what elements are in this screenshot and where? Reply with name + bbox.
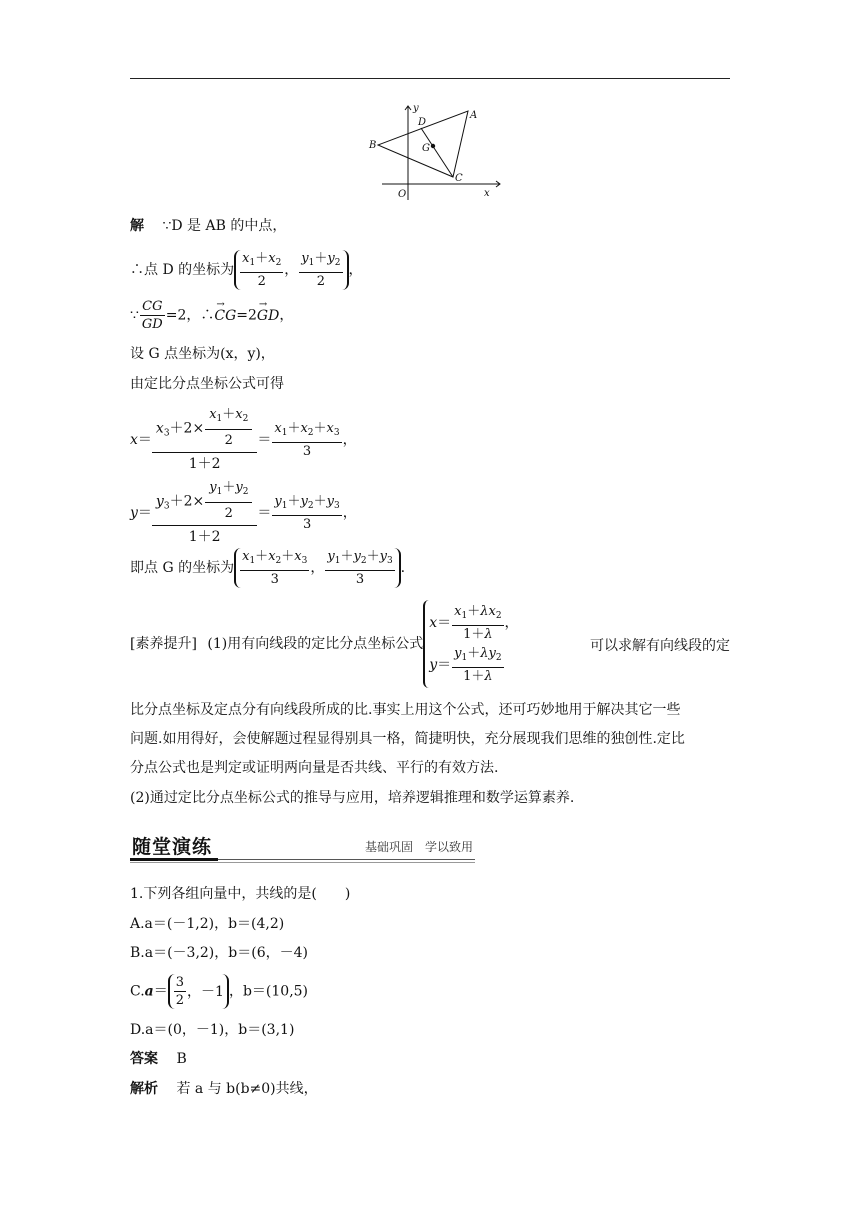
analysis-line <box>130 1079 318 1099</box>
solution-line-8: 即点 G 的坐标为 $\frac{x_1+x_2+x_3}{3}$ ， $\frac{y_1+y_2+y_3}{3}$ . <box>130 549 406 587</box>
label-x: x <box>484 188 490 199</box>
label-a: A <box>470 110 478 121</box>
section-banner <box>130 832 475 860</box>
analysis-text: 若 a 与 b(b≠0)共线， <box>176 1081 318 1097</box>
formula-system: x＝ $\frac{x_1+\lambda x_2}{1+\lambda}$ ， y＝ $\frac{y_1+\lambda y_2}{1+\lambda}$ <box>423 600 518 688</box>
insight-line-1: [素养提升] (1)用有向线段的定比分点坐标公式 x＝ $\frac{x_1+\lambda x_2}{1+\lambda}$ ， y＝ $\frac{y_1+\lambda y_2}{1+\lambda}$ 可以求解有向线段的定 <box>130 600 730 688</box>
insight-line-4: 分点公式也是判定或证明两向量是否共线、平行的有效方法. <box>130 760 499 776</box>
triangle-figure <box>360 98 510 206</box>
option-c: C.a＝ $\frac{3}{2}$ ，－1 ，b＝(10,5) <box>130 975 309 1008</box>
solution-text-5: 由定比分点坐标公式可得 <box>130 376 284 392</box>
solution-line-1 <box>130 216 286 236</box>
question-stem: 1.下列各组向量中，共线的是( ) <box>130 886 351 902</box>
label-y: y <box>413 103 419 114</box>
insight-tag: [素养提升] <box>130 636 197 652</box>
insight-line-2: 比分点坐标及定点分有向线段所成的比.事实上用这个公式，还可巧妙地用于解决其它一些 <box>130 702 681 718</box>
answer-value: B <box>176 1051 187 1067</box>
header-rule <box>130 78 730 79</box>
banner-title: 随堂演练 <box>132 836 213 858</box>
answer-label: 答案 <box>130 1051 158 1067</box>
label-o: O <box>398 189 407 200</box>
solution-text-2: ∴点 D 的坐标为 <box>130 262 235 278</box>
solution-text-4: 设 G 点坐标为(x，y)， <box>130 346 275 362</box>
insight-line-5: (2)通过定比分点坐标公式的推导与应用，培养逻辑推理和数学运算素养. <box>130 790 575 806</box>
formula-y: y＝ $y_3+2\times$ $\frac{y_1+y_2}{2}$ 1＋2 ＝ $\frac{y_1+y_2+y_3}{3}$ ， <box>130 480 357 545</box>
label-g: G <box>422 143 430 154</box>
option-b: B.a＝(－3,2)，b＝(6，－4) <box>130 945 308 961</box>
label-d: D <box>418 117 427 128</box>
solution-line-2: ∴点 D 的坐标为 $\frac{x_1+x_2}{2}$ ， $\frac{y_1+y_2}{2}$ ， <box>130 251 363 289</box>
centroid-point <box>431 144 435 148</box>
solution-text-1: ∵D 是 AB 的中点， <box>162 218 287 234</box>
solution-line-3: ∵ $\frac{CG}{GD}$ =2，∴→ CG=2→ GD， <box>130 298 293 333</box>
answer-line <box>130 1049 187 1069</box>
label-b: B <box>369 140 377 151</box>
formula-x: x＝ $x_3+2\times$ $\frac{x_1+x_2}{2}$ 1＋2 ＝ $\frac{x_1+x_2+x_3}{3}$ ， <box>130 407 357 472</box>
insight-line-3: 问题.如用得好，会使解题过程显得别具一格，简捷明快，充分展现我们思维的独创性.定比 <box>130 731 685 747</box>
solution-lead: 解 <box>130 218 144 234</box>
analysis-label: 解析 <box>130 1081 158 1097</box>
banner-subtitle: 基础巩固 学以致用 <box>364 840 473 854</box>
option-a: A.a＝(－1,2)，b＝(4,2) <box>130 916 285 932</box>
label-c: C <box>455 173 463 184</box>
option-d: D.a＝(0，－1)，b＝(3,1) <box>130 1022 295 1038</box>
